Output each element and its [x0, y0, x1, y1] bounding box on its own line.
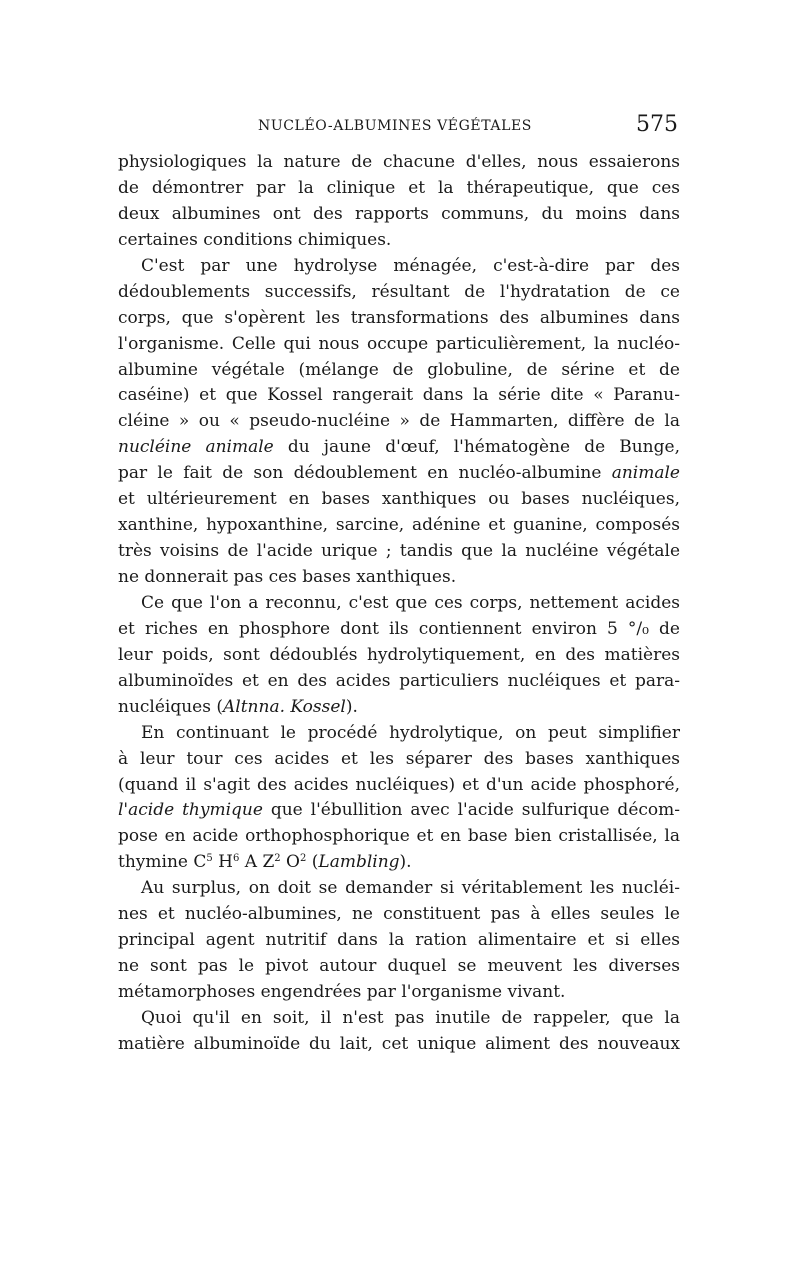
text-line: [118, 643, 680, 669]
text-line: [118, 850, 680, 876]
text-line: [118, 954, 680, 980]
text-run: physiologiques la nature de chacune d'elles, nous essaierons: [118, 152, 680, 172]
text-run: l'organisme. Celle qui nous occupe particulièrement, la nucléo-: [118, 333, 680, 354]
text-run: que l'ébullition avec l'acide sulfurique décom-: [262, 800, 680, 821]
text-run: pose en acide orthophosphorique et en base bien cristallisée, la: [118, 826, 680, 847]
text-line: [118, 773, 680, 799]
paragraph: [118, 876, 680, 1006]
text-run: ).: [399, 852, 412, 873]
text-line: [118, 461, 680, 487]
text-run: (: [306, 852, 319, 873]
text-line: [118, 902, 680, 928]
paragraph: [118, 254, 680, 591]
text-run: du jaune d'œuf, l'hématogène de Bunge,: [273, 437, 680, 458]
text-run: nucléiques (: [118, 696, 224, 717]
text-line: [118, 176, 680, 202]
text-run: En continuant le procédé hydrolytique, on peut simplifier: [141, 722, 680, 743]
text-line: [118, 306, 680, 332]
text-line: [118, 591, 680, 617]
text-run: leur poids, sont dédoublés hydrolytiquement, en des matières: [118, 644, 680, 665]
text-line: [118, 1006, 680, 1032]
text-line: [118, 721, 680, 747]
text-line: [118, 228, 680, 254]
superscript: 5: [206, 853, 213, 865]
text-run: nes et nucléo-albumines, ne constituent pas à elles seules le: [118, 904, 680, 925]
superscript: 2: [274, 853, 281, 865]
text-line: [118, 202, 680, 228]
text-run: (quand il s'agit des acides nucléiques) et d'un acide phosphoré,: [118, 774, 680, 795]
superscript: 6: [232, 853, 240, 865]
text-run: Au surplus, on doit se demander si véritablement les nucléi-: [141, 878, 680, 899]
text-run: O: [280, 852, 300, 873]
text-run: à leur tour ces acides et les séparer des bases xanthiques: [118, 748, 680, 769]
text-run: certaines conditions chimiques.: [118, 229, 392, 250]
text-run: dédoublements successifs, résultant de l'hydratation de ce: [118, 281, 680, 302]
italic-text: Lambling: [318, 852, 400, 873]
text-run: ne donnerait pas ces bases xanthiques.: [118, 567, 457, 587]
text-run: A Z: [239, 852, 275, 873]
text-run: très voisins de l'acide urique ; tandis que la nucléine végétale: [118, 541, 680, 562]
text-line: [118, 876, 680, 902]
text-run: de démontrer par la clinique et la thérapeutique, que ces: [118, 177, 680, 198]
text-line: [118, 487, 680, 513]
text-run: et riches en phosphore dont ils contiennent environ 5 °/₀ de: [118, 618, 680, 639]
italic-text: Altnna. Kossel: [223, 696, 346, 717]
text-line: [118, 747, 680, 773]
text-line: [118, 513, 680, 539]
text-run: deux albumines ont des rapports communs, du moins dans: [118, 203, 680, 224]
text-run: Quoi qu'il en soit, il n'est pas inutile de rappeler, que la: [141, 1007, 680, 1028]
body-text: [118, 150, 680, 1058]
text-run: ).: [345, 696, 358, 717]
text-run: principal agent nutritif dans la ration alimentaire et si elles: [118, 930, 680, 951]
text-line: [118, 383, 680, 409]
text-run: cléine » ou « pseudo-nucléine » de Hammarten, diffère de la: [118, 411, 680, 432]
text-line: [118, 669, 680, 695]
italic-text: l'acide thymique: [118, 800, 263, 821]
running-head: [118, 112, 680, 142]
text-run: et ultérieurement en bases xanthiques ou bases nucléiques,: [118, 489, 680, 510]
text-line: [118, 695, 680, 721]
text-run: albumine végétale (mélange de globuline, de sérine et de: [118, 359, 680, 380]
text-line: [118, 332, 680, 358]
text-line: [118, 928, 680, 954]
text-line: [118, 1032, 680, 1058]
text-line: [118, 980, 680, 1006]
text-run: thymine C: [118, 852, 207, 873]
text-run: caséine) et que Kossel rangerait dans la série dite « Paranu-: [118, 385, 680, 406]
paragraph: [118, 1006, 680, 1058]
text-run: C'est par une hydrolyse ménagée, c'est-à-dire par des: [141, 255, 680, 276]
paragraph: [118, 150, 680, 254]
text-run: ne sont pas le pivot autour duquel se meuvent les diverses: [118, 956, 680, 977]
text-line: [118, 798, 680, 824]
text-line: [118, 254, 680, 280]
paragraph: [118, 591, 680, 721]
text-line: [118, 565, 680, 591]
text-run: métamorphoses engendrées par l'organisme vivant.: [118, 982, 566, 1002]
text-line: [118, 409, 680, 435]
page-number: 575: [636, 112, 678, 137]
italic-text: animale: [611, 463, 680, 484]
text-line: [118, 617, 680, 643]
text-run: H: [212, 852, 233, 873]
text-line: [118, 824, 680, 850]
text-run: xanthine, hypoxanthine, sarcine, adénine et guanine, composés: [118, 515, 680, 536]
text-line: [118, 358, 680, 384]
superscript: 2: [299, 853, 307, 865]
text-run: par le fait de son dédoublement en nucléo-albumine: [118, 463, 612, 484]
running-title: NUCLÉO-ALBUMINES VÉGÉTALES: [258, 118, 532, 134]
text-line: [118, 539, 680, 565]
text-run: matière albuminoïde du lait, cet unique aliment des nouveaux: [118, 1033, 680, 1054]
text-run: albuminoïdes et en des acides particuliers nucléiques et para-: [118, 670, 680, 691]
text-line: [118, 280, 680, 306]
italic-text: nucléine animale: [118, 437, 274, 458]
paragraph: [118, 721, 680, 877]
text-line: [118, 150, 680, 176]
text-run: Ce que l'on a reconnu, c'est que ces corps, nettement acides: [141, 592, 680, 613]
text-line: [118, 435, 680, 461]
text-run: corps, que s'opèrent les transformations des albumines dans: [118, 307, 680, 328]
